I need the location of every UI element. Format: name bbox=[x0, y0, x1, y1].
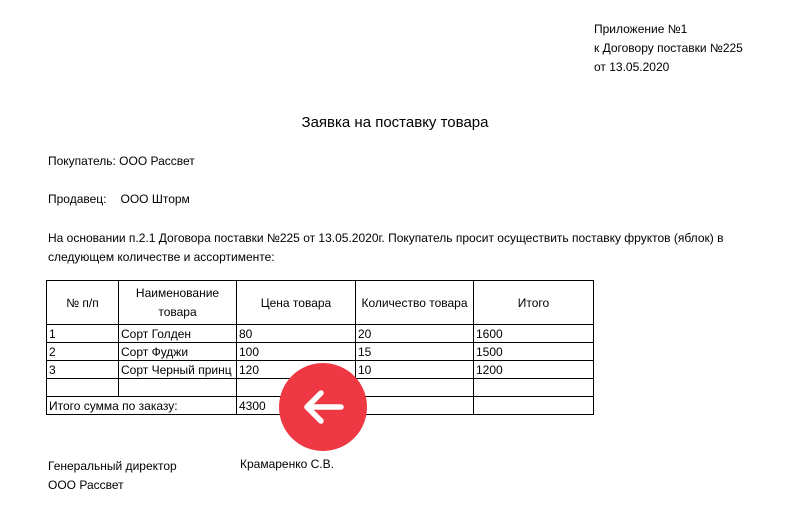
seller-value: ООО Шторм bbox=[120, 192, 190, 206]
document-title: Заявка на поставку товара bbox=[301, 114, 489, 131]
buyer-line: Покупатель: ООО Рассвет bbox=[48, 154, 195, 168]
cell-quantity: 15 bbox=[356, 343, 474, 361]
signature-block bbox=[48, 457, 177, 495]
cell-number: 3 bbox=[47, 361, 119, 379]
appendix-header bbox=[594, 20, 743, 77]
table-row bbox=[47, 343, 594, 361]
signature-company: ООО Рассвет bbox=[48, 478, 124, 492]
signature-name: Крамаренко С.В. bbox=[240, 457, 334, 471]
appendix-line-3: от 13.05.2020 bbox=[594, 60, 670, 74]
appendix-line-2: к Договору поставки №225 bbox=[594, 41, 743, 55]
cell-price: 100 bbox=[237, 343, 356, 361]
table-row bbox=[47, 325, 594, 343]
cell-total: 1600 bbox=[474, 325, 594, 343]
appendix-line-1: Приложение №1 bbox=[594, 22, 688, 36]
signature-position: Генеральный директор bbox=[48, 459, 177, 473]
cell-total: 1500 bbox=[474, 343, 594, 361]
cell-price: 120 bbox=[237, 361, 356, 379]
cell-product-name: Сорт Фуджи bbox=[119, 343, 237, 361]
cell-number: 1 bbox=[47, 325, 119, 343]
cell-number: 2 bbox=[47, 343, 119, 361]
header-total: Итого bbox=[474, 281, 594, 325]
cell-product-name: Сорт Голден bbox=[119, 325, 237, 343]
back-arrow-button[interactable] bbox=[279, 363, 367, 451]
arrow-left-icon bbox=[302, 389, 344, 425]
cell-price: 80 bbox=[237, 325, 356, 343]
cell-quantity: 10 bbox=[356, 361, 474, 379]
seller-label: Продавец: bbox=[48, 192, 107, 206]
cell-quantity: 20 bbox=[356, 325, 474, 343]
header-number: № п/п bbox=[47, 281, 119, 325]
cell-total: 1200 bbox=[474, 361, 594, 379]
header-product-name: Наименование товара bbox=[119, 281, 237, 325]
header-price: Цена товара bbox=[237, 281, 356, 325]
header-quantity: Количество товара bbox=[356, 281, 474, 325]
seller-line bbox=[48, 192, 190, 206]
table-header-row bbox=[47, 281, 594, 325]
total-label: Итого сумма по заказу: bbox=[47, 397, 237, 415]
cell-product-name: Сорт Черный принц bbox=[119, 361, 237, 379]
total-value: 4300 bbox=[237, 397, 356, 415]
basis-paragraph: На основании п.2.1 Договора поставки №225 от 13.05.2020г. Покупатель просит осуществить поставку фруктов (яблок) в следующем количестве и ассортименте: bbox=[48, 231, 724, 264]
